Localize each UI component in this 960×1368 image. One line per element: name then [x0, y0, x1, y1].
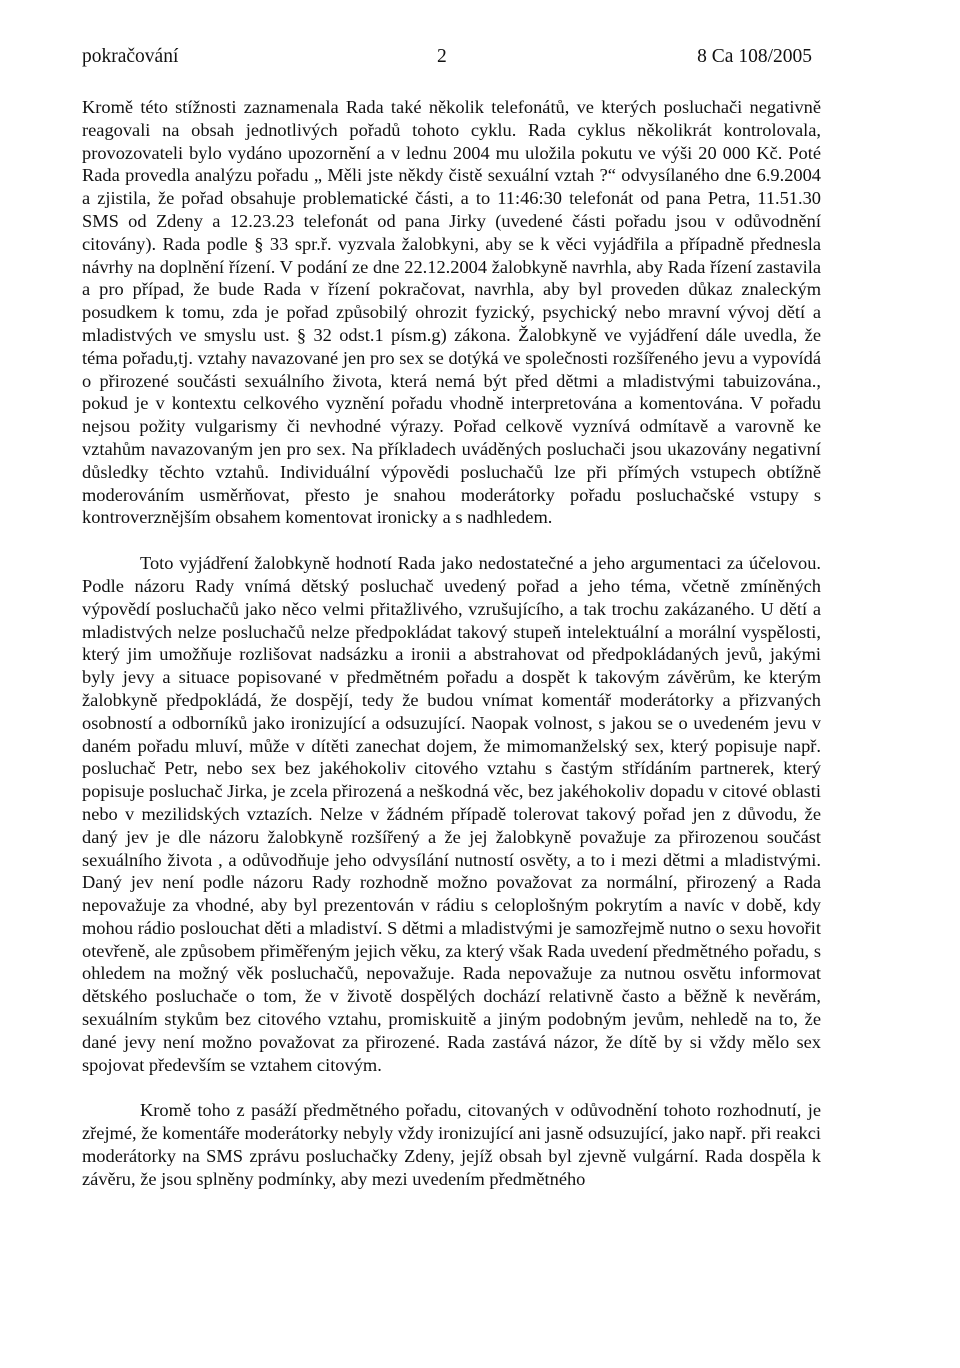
paragraph-2: Toto vyjádření žalobkyně hodnotí Rada jako nedostatečné a jeho argumentaci za účelovou. Podle názoru Rady vnímá dětský posluchač uvedený pořad a jeho téma, včetně zmíněných výpovědí posluchačů jako něco velmi přitažlivého, vzrušujícího, a tak trochu zakázaného. U dětí a mladistvých nelze posluchačů nelze předpokládat takový stupeň intelektuální a morální vyspělosti, který jim umožňuje rozlišovat nadsázku a ironii a abstrahovat od předpokládaných jevů, jakými byly jevy a situace popisované v předmětném pořadu a dospět k takovým závěrům, ke kterým žalobkyně předpokládá, že dospějí, tedy že budou vnímat komentář moderátorky a přizvaných osobností a odborníků jako ironizující a odsuzující. Naopak volnost, s jakou se o uvedeném jevu v daném pořadu mluví, může v dítěti zanechat dojem, že mimomanželský sex, který popisuje např. posluchač Petr, nebo sex bez jakéhokoliv citového vztahu s častým střídáním partnerek, který popisuje posluchač Jirka, je zcela přirozená a neškodná věc, bez jakéhokoliv dopadu v citové oblasti nebo v mezilidských vztazích. Nelze v žádném případě tolerovat takový pořad jen z důvodu, že daný jev je dle názoru žalobkyně rozšířený a že jej žalobkyně považuje za přirozenou součást sexuálního života , a odůvodňuje jeho odvysílání nutností osvěty, a to i mezi dětmi a mladistvými. Daný jev není podle názoru Rady rozhodně možno považovat za normální, přirozený a Rada nepovažuje za vhodné, aby byl prezentován v rádiu s celoplošným pokrytím a navíc v době, kdy mohou rádio poslouchat děti a mladiství. S dětmi a mladistvými je samozřejmě nutno o sexu hovořit otevřeně, ale způsobem přiměřeným jejich věku, za který však Rada uvedení předmětného pořadu, s ohledem na možný věk posluchačů, nepovažuje. Rada nepovažuje za nutnou osvětu informovat dětského posluchače o tom, že v životě dospělých dochází relativně často a běžně k nevěrám, sexuálním stykům bez citového vztahu, promiskuitě a jiným podobným jevům, nehledě na to, že dané jevy není možno považovat za přirozené. Rada zastává názor, že dítě by si vždy mělo sex spojovat především se vztahem citovým. — [82, 553, 821, 1075]
document-body — [82, 96, 821, 1191]
page-header — [82, 40, 812, 74]
paragraph-1: Kromě této stížnosti zaznamenala Rada také několik telefonátů, ve kterých posluchači negativně reagovali na obsah jednotlivých pořadů tohoto cyklu. Rada cyklus několikrát kontrolovala, provozovateli bylo vydáno upozornění a v lednu 2004 mu uložila pokutu ve výši 20 000 Kč. Poté Rada provedla analýzu pořadu „ Měli jste někdy čistě sexuální vztah ?“ odvysílaného dne 6.9.2004 a zjistila, že pořad obsahuje problematické části, a to 11:46:30 telefonát od pana Petra, 11.51.30 SMS od Zdeny a 12.23.23 telefonát od pana Jirky (uvedené části pořadu jsou v odůvodnění citovány). Rada podle § 33 spr.ř. vyzvala žalobkyni, aby se k věci vyjádřila a případně přednesla návrhy na doplnění řízení. V podání ze dne 22.12.2004 žalobkyně navrhla, aby Rada řízení zastavila a pro případ, že bude Rada v řízení pokračovat, navrhla, aby byl proveden důkaz znaleckým posudkem k tomu, zda je pořad způsobilý ohrozit fyzický, psychický nebo mravní vývoj dětí a mladistvých ve smyslu ust. § 32 odst.1 písm.g) zákona. Žalobkyně ve vyjádření dále uvedla, že téma pořadu,tj. vztahy navazované jen pro sex se dotýká ve společnosti rozšířeného jevu a vypovídá o přirozené součásti sexuálního života, která nemá být před dětmi a mladistvými tabuizována., pokud je v kontextu celkového vyznění pořadu vhodně interpretována a komentována. V pořadu nejsou požity vulgarismy či nevhodné výrazy. Pořad celkově vyznívá odmítavě a varovně ke vztahům navazovaným jen pro sex. Na příkladech uváděných posluchači jsou ukazovány negativní důsledky těchto vztahů. Individuální výpovědi posluchačů lze při přímých vstupech obtížně moderováním usměrňovat, přesto je snahou moderátorky pořadu posluchačské vstupy s kontroverznějším obsahem komentovat ironicky a s nadhledem. — [82, 97, 821, 528]
case-number: 8 Ca 108/2005 — [697, 46, 812, 67]
paragraph-3: Kromě toho z pasáží předmětného pořadu, citovaných v odůvodnění tohoto rozhodnutí, je zřejmé, že komentáře moderátorky nebyly vždy ironizující ani jasně odsuzující, jako např. při reakci moderátorky na SMS zprávu posluchačky Zdeny, jejíž obsah byl zjevně vulgární. Rada dospěla k závěru, že jsou splněny podmínky, aby mezi uvedením předmětného — [82, 1100, 821, 1189]
header-continuation-label: pokračování — [82, 46, 179, 67]
paragraph-spacer — [82, 529, 821, 552]
paragraph-spacer — [82, 1076, 821, 1099]
page-number: 2 — [437, 46, 447, 67]
